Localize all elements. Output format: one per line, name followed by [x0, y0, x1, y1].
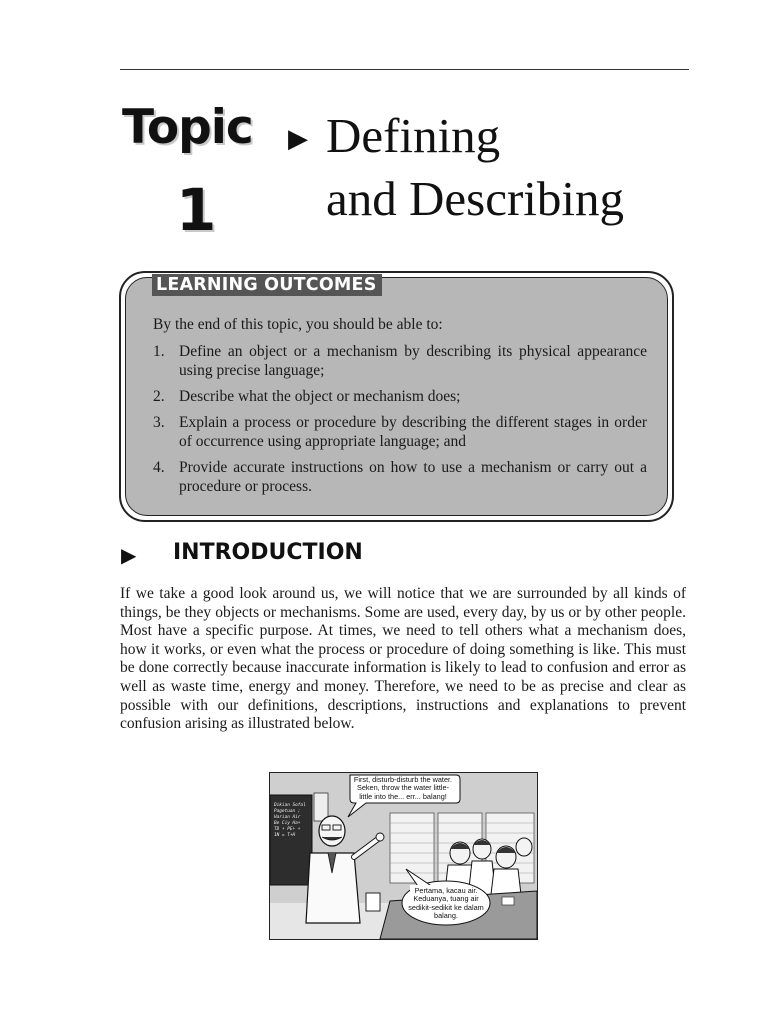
- learning-outcomes-list: [153, 342, 647, 503]
- classroom-cartoon-illustration: [269, 772, 538, 940]
- chapter-title-line-2: and Describing: [326, 171, 624, 226]
- list-item-number: 2.: [153, 388, 165, 405]
- speech-bubble-english: First, disturb-disturb the water. Seken, throw the water little-little into the... err... balang!: [353, 775, 453, 801]
- list-item-text: Provide accurate instructions on how to use a mechanism or carry out a procedure or process.: [179, 459, 647, 495]
- learning-outcomes-intro: By the end of this topic, you should be able to:: [153, 316, 443, 333]
- chapter-title-line-1: Defining: [326, 108, 501, 163]
- topic-number: 1: [176, 176, 217, 244]
- topic-label: Topic: [122, 100, 253, 155]
- list-item: [153, 342, 647, 380]
- blackboard-scribbles: Dikian Sofal Pagetuan ; Harian Air Be Ciy Ha+ TD + PE+ + 1N = T+H: [274, 803, 306, 838]
- list-item-number: 1.: [153, 343, 165, 360]
- list-item: [153, 458, 647, 496]
- list-item-text: Describe what the object or mechanism does;: [179, 388, 461, 405]
- list-item-number: 4.: [153, 459, 165, 476]
- section-arrow-icon: ▶: [121, 543, 137, 567]
- speech-bubble-malay: Pertama, kacau air. Keduanya, tuang air sedikit-sedikit ke dalam balang.: [408, 886, 484, 921]
- list-item-number: 3.: [153, 414, 165, 431]
- introduction-heading: INTRODUCTION: [173, 540, 363, 565]
- list-item-text: Explain a process or procedure by describing the different stages in order of occurrence using appropriate language; and: [179, 414, 647, 450]
- triangle-arrow-icon: ▶: [288, 124, 308, 154]
- introduction-paragraph: If we take a good look around us, we will notice that we are surrounded by all kinds of things, be they objects or mechanisms. Some are used, every day, by us or by other people. Most have a specific purpose. At times, we need to tell others what a mechanism does, how it works, or even what the process or procedure of doing something is like. This must be done correctly because inaccurate information is likely to lead to confusion and error as well as waste time, energy and money. Therefore, we need to be as precise and clear as possible with our definitions, descriptions, instructions and explanations to prevent confusion arising as illustrated below.: [120, 585, 686, 733]
- learning-outcomes-heading: LEARNING OUTCOMES: [152, 274, 382, 296]
- top-rule: [120, 69, 689, 70]
- list-item: [153, 387, 647, 406]
- list-item-text: Define an object or a mechanism by describing its physical appearance using precise language;: [179, 343, 647, 379]
- list-item: [153, 413, 647, 451]
